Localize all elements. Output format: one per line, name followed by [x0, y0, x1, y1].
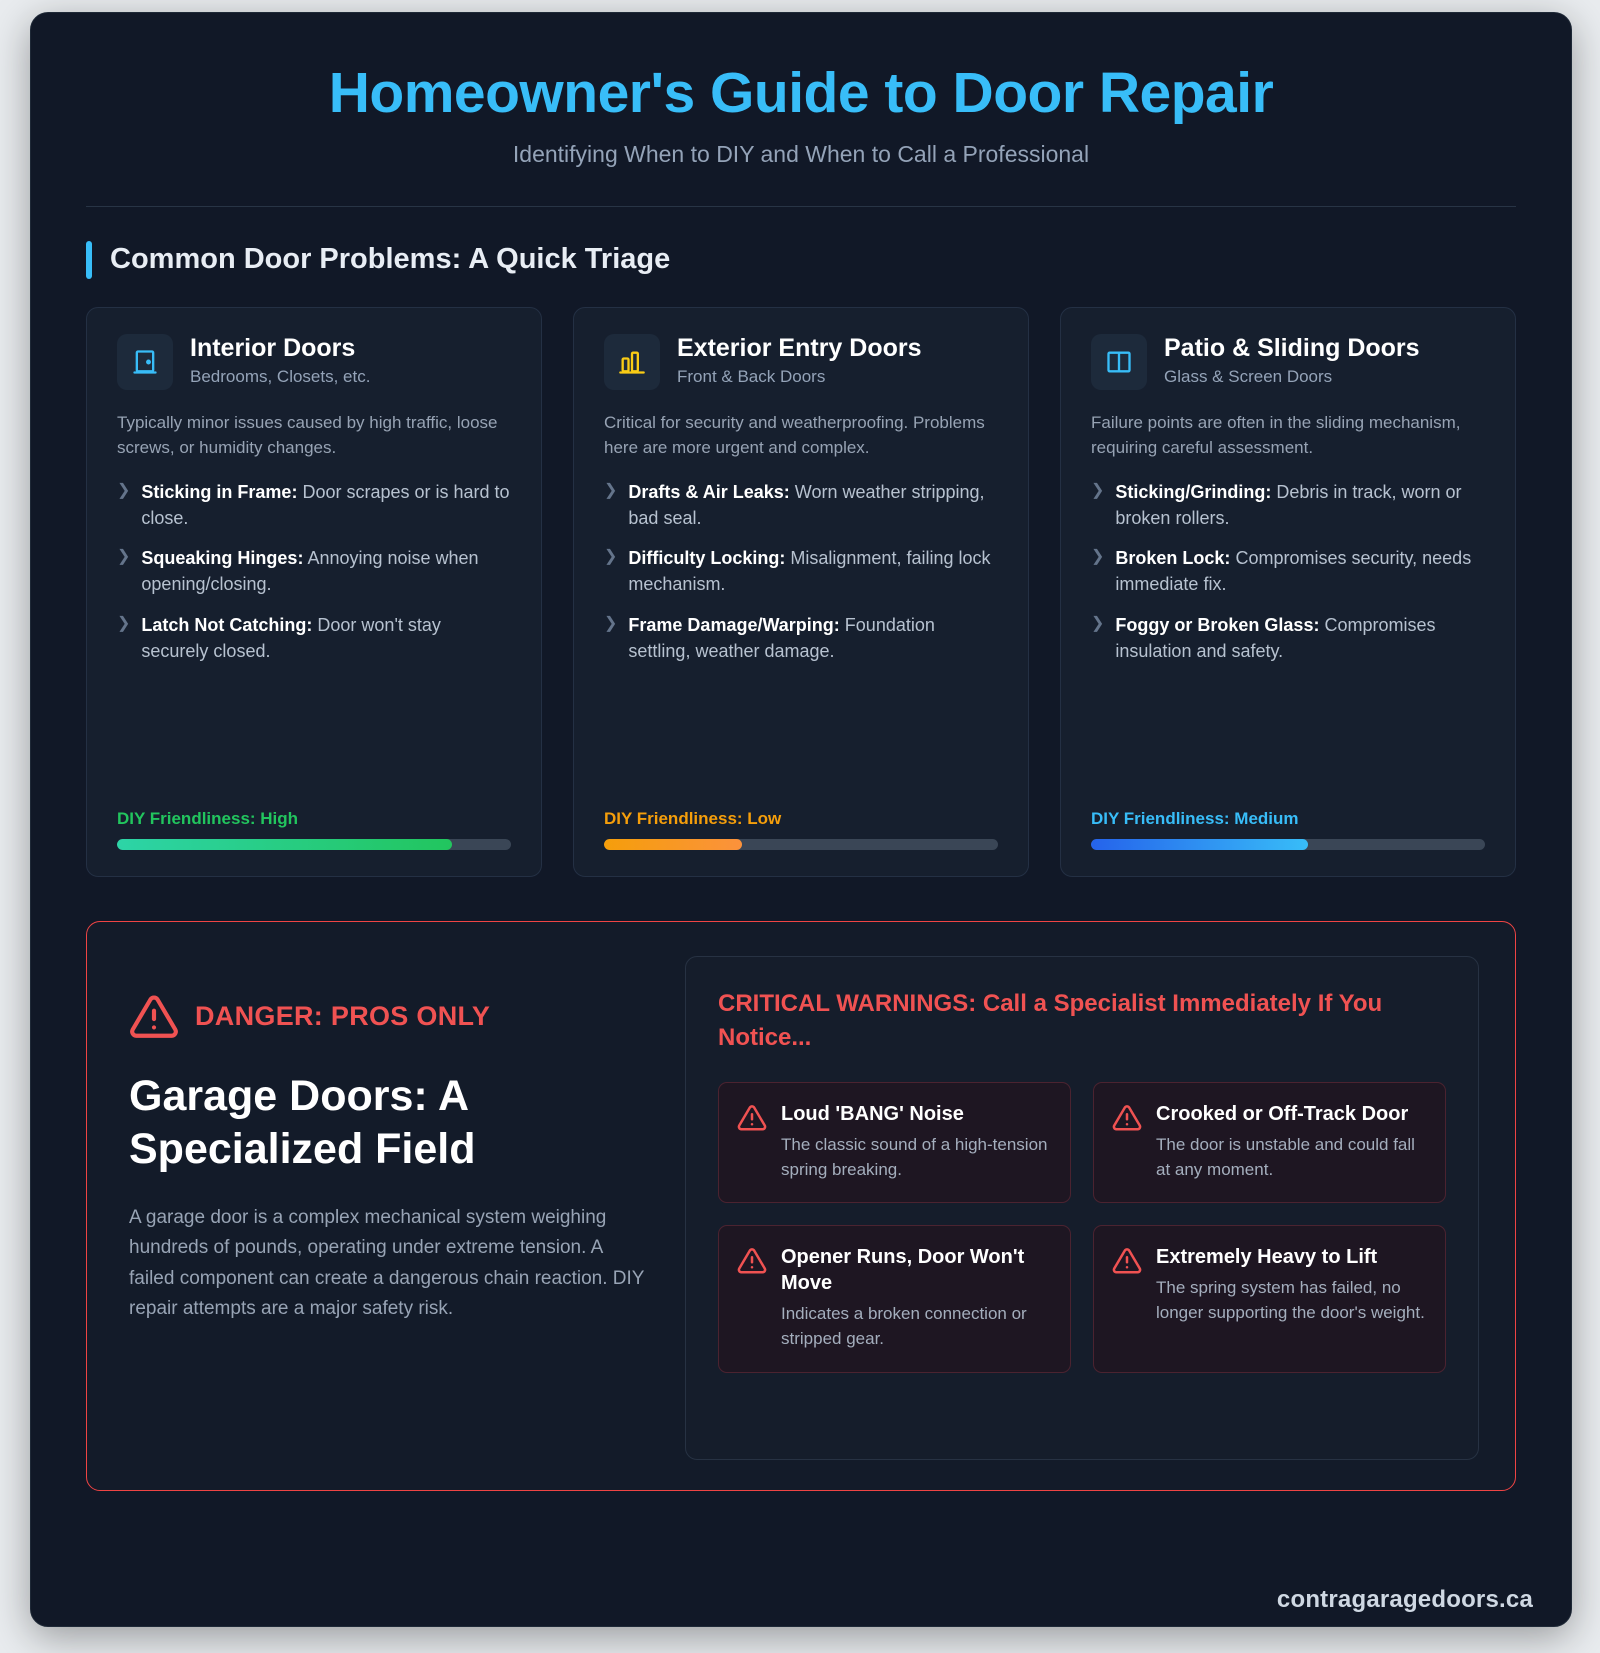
triage-card-interior — [86, 307, 542, 877]
chevron-right-icon: ❯ — [1091, 482, 1105, 500]
diy-friendliness-label: DIY Friendliness: Low — [604, 808, 782, 828]
list-item — [1091, 612, 1485, 664]
danger-title: Garage Doors: A Specialized Field — [129, 1071, 476, 1174]
chevron-right-icon: ❯ — [604, 614, 618, 632]
bullet-label: Squeaking Hinges: — [141, 548, 304, 569]
list-item — [1091, 479, 1485, 531]
spacer — [1091, 678, 1485, 809]
diy-progress-fill — [1091, 839, 1308, 850]
bullet-text: Worn weather stripping, bad seal. — [628, 482, 985, 529]
bullet-text: Door won't stay securely closed. — [141, 614, 441, 661]
triage-card-exterior — [573, 307, 1029, 877]
bullet-text: Annoying noise when opening/closing. — [141, 548, 479, 595]
list-item — [117, 479, 511, 531]
diy-progress-track — [117, 839, 511, 850]
card-bullet-list — [1091, 479, 1485, 678]
warning-title: Extremely Heavy to Lift — [1156, 1246, 1378, 1269]
bullet-label: Broken Lock: — [1115, 548, 1231, 569]
header-divider — [86, 206, 1516, 207]
card-title: Interior Doors — [190, 333, 356, 362]
card-description: Typically minor issues caused by high traffic, loose screws, or humidity changes. — [117, 412, 498, 458]
warning-triangle-icon — [1112, 1246, 1142, 1276]
warning-title: Opener Runs, Door Won't Move — [781, 1246, 1025, 1295]
danger-flag-label: DANGER: PROS ONLY — [195, 1001, 491, 1032]
card-bullet-list — [117, 479, 511, 678]
warning-triangle-icon — [737, 1103, 767, 1133]
bullet-label: Foggy or Broken Glass: — [1115, 614, 1320, 635]
chevron-right-icon: ❯ — [117, 548, 131, 566]
list-item — [1091, 545, 1485, 597]
chevron-right-icon: ❯ — [117, 614, 131, 632]
section-title: Common Door Problems: A Quick Triage — [110, 243, 671, 276]
bullet-text: Foundation settling, weather damage. — [628, 614, 935, 661]
diy-friendliness-label: DIY Friendliness: Medium — [1091, 808, 1299, 828]
card-subtitle: Glass & Screen Doors — [1164, 367, 1333, 387]
danger-panel — [86, 921, 1516, 1491]
bullet-label: Drafts & Air Leaks: — [628, 482, 790, 503]
card-subtitle: Bedrooms, Closets, etc. — [190, 367, 371, 387]
diy-progress-track — [604, 839, 998, 850]
card-header — [604, 334, 998, 390]
bullet-text: Door scrapes or is hard to close. — [141, 482, 510, 529]
list-item — [604, 612, 998, 664]
list-item — [117, 545, 511, 597]
bullet-text: Compromises insulation and safety. — [1115, 614, 1436, 661]
warning-title: Loud 'BANG' Noise — [781, 1103, 964, 1126]
bullet-text: Debris in track, worn or broken rollers. — [1115, 482, 1462, 529]
warning-item — [1093, 1225, 1446, 1372]
triage-card-patio — [1060, 307, 1516, 877]
bullet-label: Latch Not Catching: — [141, 614, 313, 635]
critical-warnings-panel — [685, 956, 1479, 1460]
infographic-card — [30, 12, 1572, 1627]
brand-watermark: contragaragedoors.ca — [1276, 1586, 1533, 1613]
danger-panel-left — [129, 956, 649, 1460]
warning-text: The classic sound of a high-tension spring breaking. — [781, 1135, 1048, 1179]
card-subtitle: Front & Back Doors — [677, 367, 826, 387]
bullet-text: Compromises security, needs immediate fix. — [1115, 548, 1472, 595]
bullet-text: Misalignment, failing lock mechanism. — [628, 548, 991, 595]
warning-text: The spring system has failed, no longer supporting the door's weight. — [1156, 1278, 1425, 1323]
sliding-door-icon — [1091, 334, 1147, 390]
interior-door-icon — [117, 334, 173, 390]
warning-title: Crooked or Off-Track Door — [1156, 1103, 1409, 1126]
card-header — [117, 334, 511, 390]
critical-warnings-title: CRITICAL WARNINGS: Call a Specialist Immediately If You Notice... — [718, 989, 1383, 1052]
section-accent-bar — [86, 241, 92, 279]
warning-triangle-icon — [129, 992, 179, 1042]
spacer — [117, 678, 511, 809]
page-title: Homeowner's Guide to Door Repair — [328, 61, 1274, 125]
chevron-right-icon: ❯ — [1091, 548, 1105, 566]
card-title: Exterior Entry Doors — [677, 333, 922, 362]
card-description: Critical for security and weatherproofing. Problems here are more urgent and complex. — [604, 412, 985, 458]
list-item — [604, 479, 998, 531]
bullet-label: Sticking/Grinding: — [1115, 482, 1272, 503]
warning-triangle-icon — [1112, 1103, 1142, 1133]
card-title: Patio & Sliding Doors — [1164, 333, 1420, 362]
critical-warnings-grid — [718, 1082, 1446, 1373]
diy-progress-fill — [117, 839, 452, 850]
card-bullet-list — [604, 479, 998, 678]
chevron-right-icon: ❯ — [117, 482, 131, 500]
chevron-right-icon: ❯ — [604, 548, 618, 566]
danger-body-text: A garage door is a complex mechanical system weighing hundreds of pounds, operating under extreme tension. A failed component can create a dangerous chain reaction. DIY repair attempts are a major safety risk. — [129, 1207, 645, 1320]
warning-item — [1093, 1082, 1446, 1203]
spacer — [604, 678, 998, 809]
section-heading — [86, 241, 1516, 279]
warning-text: The door is unstable and could fall at any moment. — [1156, 1135, 1415, 1179]
card-description: Failure points are often in the sliding mechanism, requiring careful assessment. — [1091, 412, 1461, 458]
triage-card-list — [86, 307, 1516, 877]
page-subtitle: Identifying When to DIY and When to Call a Professional — [512, 140, 1090, 167]
exterior-door-icon — [604, 334, 660, 390]
chevron-right-icon: ❯ — [604, 482, 618, 500]
card-header — [1091, 334, 1485, 390]
danger-flag — [129, 992, 649, 1042]
chevron-right-icon: ❯ — [1091, 614, 1105, 632]
list-item — [117, 612, 511, 664]
diy-progress-track — [1091, 839, 1485, 850]
warning-item — [718, 1225, 1071, 1372]
diy-friendliness-label: DIY Friendliness: High — [117, 808, 299, 828]
bullet-label: Frame Damage/Warping: — [628, 614, 840, 635]
list-item — [604, 545, 998, 597]
bullet-label: Sticking in Frame: — [141, 482, 298, 503]
warning-text: Indicates a broken connection or stripped gear. — [781, 1304, 1027, 1349]
warning-item — [718, 1082, 1071, 1203]
diy-progress-fill — [604, 839, 742, 850]
warning-triangle-icon — [737, 1246, 767, 1276]
bullet-label: Difficulty Locking: — [628, 548, 786, 569]
